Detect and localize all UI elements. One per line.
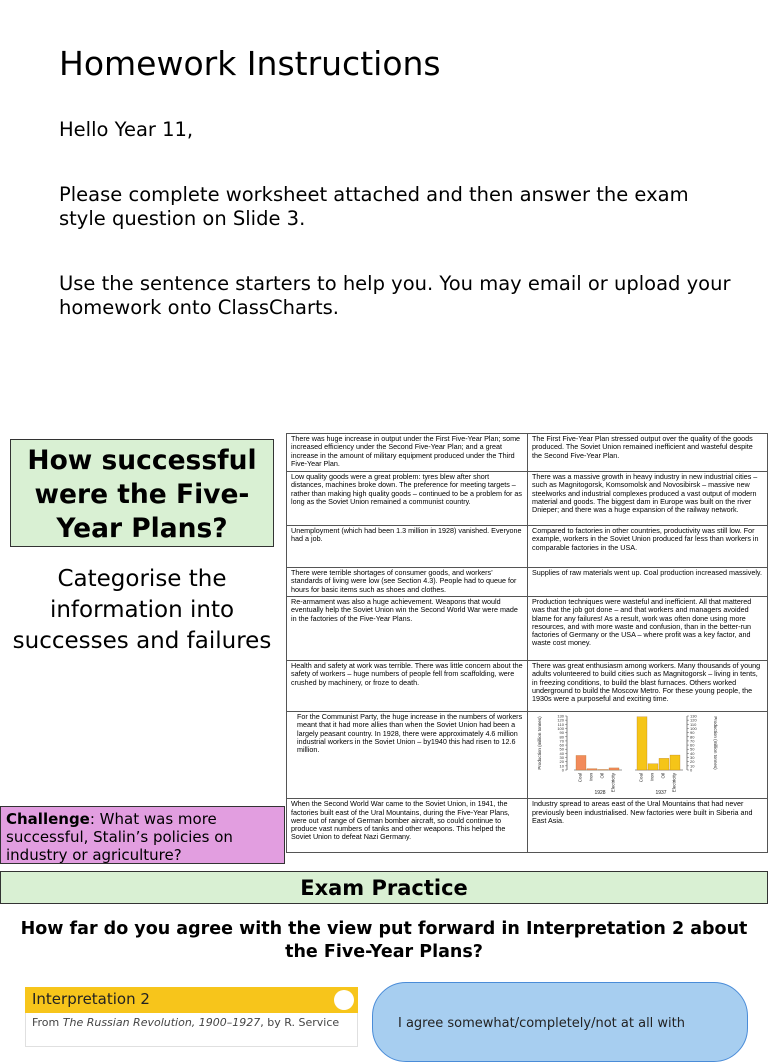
y-tick-label: 40 — [560, 751, 565, 756]
y-tick-label: 10 — [560, 763, 565, 768]
grid-card[interactable]: Production techniques were wasteful and inefficient. All that mattered was that the job got done – and that workers and managers avoided blame for any failures! As a result, work was often done using more resources, and with more waste and confusion, than in the better-run factories of Germany or the USA – where profit was a key factor, and waste cost money. — [528, 597, 768, 661]
y-tick-label: 50 — [690, 747, 695, 752]
bar-electricity — [670, 755, 680, 770]
group-label: 1937 — [655, 790, 666, 796]
y-tick-label: 0 — [690, 768, 693, 773]
category-label: Electricity — [672, 772, 677, 792]
y-axis-label: Production (million tonnes) — [537, 716, 542, 770]
y-axis-label: Production (million tonnes) — [713, 716, 718, 770]
challenge-text: : What was more successful, Stalin’s policies on industry or agriculture? — [6, 810, 233, 864]
grid-card[interactable]: Industry spread to areas east of the Ural Mountains that had never previously been industrialised. New factories were built in Siberia and East Asia. — [528, 799, 768, 853]
categorise-instruction: Categorise the information into successes and failures — [10, 564, 274, 657]
category-label: Electricity — [611, 772, 616, 792]
bar-coal — [576, 755, 586, 770]
y-tick-label: 20 — [690, 759, 695, 764]
group-label: 1928 — [594, 790, 605, 796]
category-label: Iron — [650, 773, 655, 781]
bar-iron — [648, 764, 658, 770]
page-title: Homework Instructions — [59, 44, 441, 83]
bar-electricity — [609, 768, 619, 770]
grid-card[interactable]: There were terrible shortages of consumer goods, and workers’ standards of living were low (see Section 4.3). People had to queue for hours for basic items such as shoes and clothes. — [287, 568, 528, 597]
instruction-worksheet: Please complete worksheet attached and then answer the exam style question on Slide 3. — [59, 183, 739, 231]
y-tick-label: 120 — [557, 718, 564, 723]
instruction-upload: Use the sentence starters to help you. You may email or upload your homework onto ClassCharts. — [59, 272, 739, 320]
y-tick-label: 10 — [690, 763, 695, 768]
y-tick-label: 110 — [558, 722, 565, 727]
production-chart — [528, 712, 766, 796]
bar-oil — [659, 758, 669, 770]
grid-card[interactable]: There was a massive growth in heavy industry in new industrial cities – such as Magnitogorsk, Komsomolsk and Novosibirsk – massive new steelworks and industrial complexes produced a vast output of modern material and goods. The biggest dam in Europe was built on the river Dnieper; and there was a huge expansion of the railway network. — [528, 472, 768, 526]
y-tick-label: 80 — [560, 734, 565, 739]
grid-card[interactable]: Low quality goods were a great problem: tyres blew after short distances, machines broke down. The preference for meeting targets – rather than making high quality goods – continued to be a problem for as long as the Soviet Union remained a communist country. — [287, 472, 528, 526]
challenge-box — [0, 806, 285, 864]
y-tick-label: 70 — [690, 738, 695, 743]
y-tick-label: 90 — [560, 730, 565, 735]
y-tick-label: 130 — [557, 714, 564, 719]
grid-card[interactable]: There was great enthusiasm among workers. Many thousands of young adults volunteered to build cities such as Magnitogorsk – living in tents, in freezing conditions, to build the blast furnaces. Others worked underground to build the Moscow Metro. For these young people, the 1930s were a purposeful and exciting time. — [528, 661, 768, 712]
category-label: Coal — [639, 773, 644, 782]
grid-card[interactable]: Health and safety at work was terrible. There was little concern about the safety of workers – huge numbers of people fell from scaffolding, were crushed by machinery, or froze to death. — [287, 661, 528, 712]
information-grid — [286, 433, 768, 853]
y-tick-label: 100 — [557, 726, 564, 731]
interpretation-title: Interpretation 2 — [32, 990, 150, 1008]
category-label: Iron — [589, 773, 594, 781]
circle-icon — [334, 990, 354, 1010]
category-label: Oil — [600, 773, 605, 779]
y-tick-label: 90 — [690, 730, 695, 735]
grid-card[interactable]: Supplies of raw materials went up. Coal production increased massively. — [528, 568, 768, 597]
exam-question: How far do you agree with the view put forward in Interpretation 2 about the Five-Year Plans? — [10, 918, 758, 964]
grid-card[interactable]: For the Communist Party, the huge increase in the numbers of workers meant that it had more allies than when the Soviet Union had been a largely peasant country. In 1928, there were approximately 4.6 million industrial workers in the Soviet Union – by1940 this had risen to 12.6 million. — [287, 712, 528, 799]
grid-card[interactable]: There was huge increase in output under the First Five-Year Plan; some increased efficiency under the Second Five-Year Plan; and a great increase in the amount of military equipment produced under the Third Five-Year Plan. — [287, 434, 528, 472]
interpretation-source: From The Russian Revolution, 1900–1927, by R. Service — [32, 1016, 339, 1029]
bar-coal — [637, 717, 647, 770]
category-label: Oil — [661, 773, 666, 779]
y-tick-label: 80 — [690, 734, 695, 739]
challenge-label: Challenge — [6, 810, 90, 828]
y-tick-label: 0 — [562, 768, 565, 773]
grid-card[interactable]: The First Five-Year Plan stressed output over the quality of the goods produced. The Soviet Union remained inefficient and wasteful despite the Second Five-Year Plan. — [528, 434, 768, 472]
sentence-starter: I agree somewhat/completely/not at all with — [398, 1016, 685, 1031]
y-tick-label: 30 — [690, 755, 695, 760]
y-tick-label: 50 — [560, 747, 565, 752]
category-label: Coal — [578, 773, 583, 782]
bar-iron — [587, 769, 597, 770]
y-tick-label: 20 — [560, 759, 565, 764]
y-tick-label: 60 — [690, 743, 695, 748]
grid-card[interactable]: Compared to factories in other countries, productivity was still low. For example, workers in the Soviet Union produced far less than workers in comparable factories in the USA. — [528, 526, 768, 568]
y-tick-label: 100 — [690, 726, 697, 731]
greeting: Hello Year 11, — [59, 118, 739, 142]
y-tick-label: 130 — [690, 714, 697, 719]
grid-card[interactable]: When the Second World War came to the Soviet Union, in 1941, the factories built east of the Ural Mountains, during the Five-Year Plans, were out of range of German bomber aircraft, so could continue to produce vast numbers of tanks and other weapons. This helped the Soviet Union to defeat Nazi Germany. — [287, 799, 528, 853]
y-tick-label: 110 — [690, 722, 697, 727]
grid-card[interactable]: Unemployment (which had been 1.3 million in 1928) vanished. Everyone had a job. — [287, 526, 528, 568]
y-tick-label: 40 — [690, 751, 695, 756]
y-tick-label: 60 — [560, 743, 565, 748]
question-box: How successful were the Five-Year Plans? — [10, 439, 274, 547]
y-tick-label: 120 — [690, 718, 697, 723]
exam-practice-heading: Exam Practice — [0, 871, 768, 904]
y-tick-label: 70 — [560, 738, 565, 743]
y-tick-label: 30 — [560, 755, 565, 760]
grid-card[interactable]: Re-armament was also a huge achievement. Weapons that would eventually help the Soviet Union win the Second World War were made in the factories of the Five-Year Plans. — [287, 597, 528, 661]
grid-card-chart[interactable] — [528, 712, 768, 799]
